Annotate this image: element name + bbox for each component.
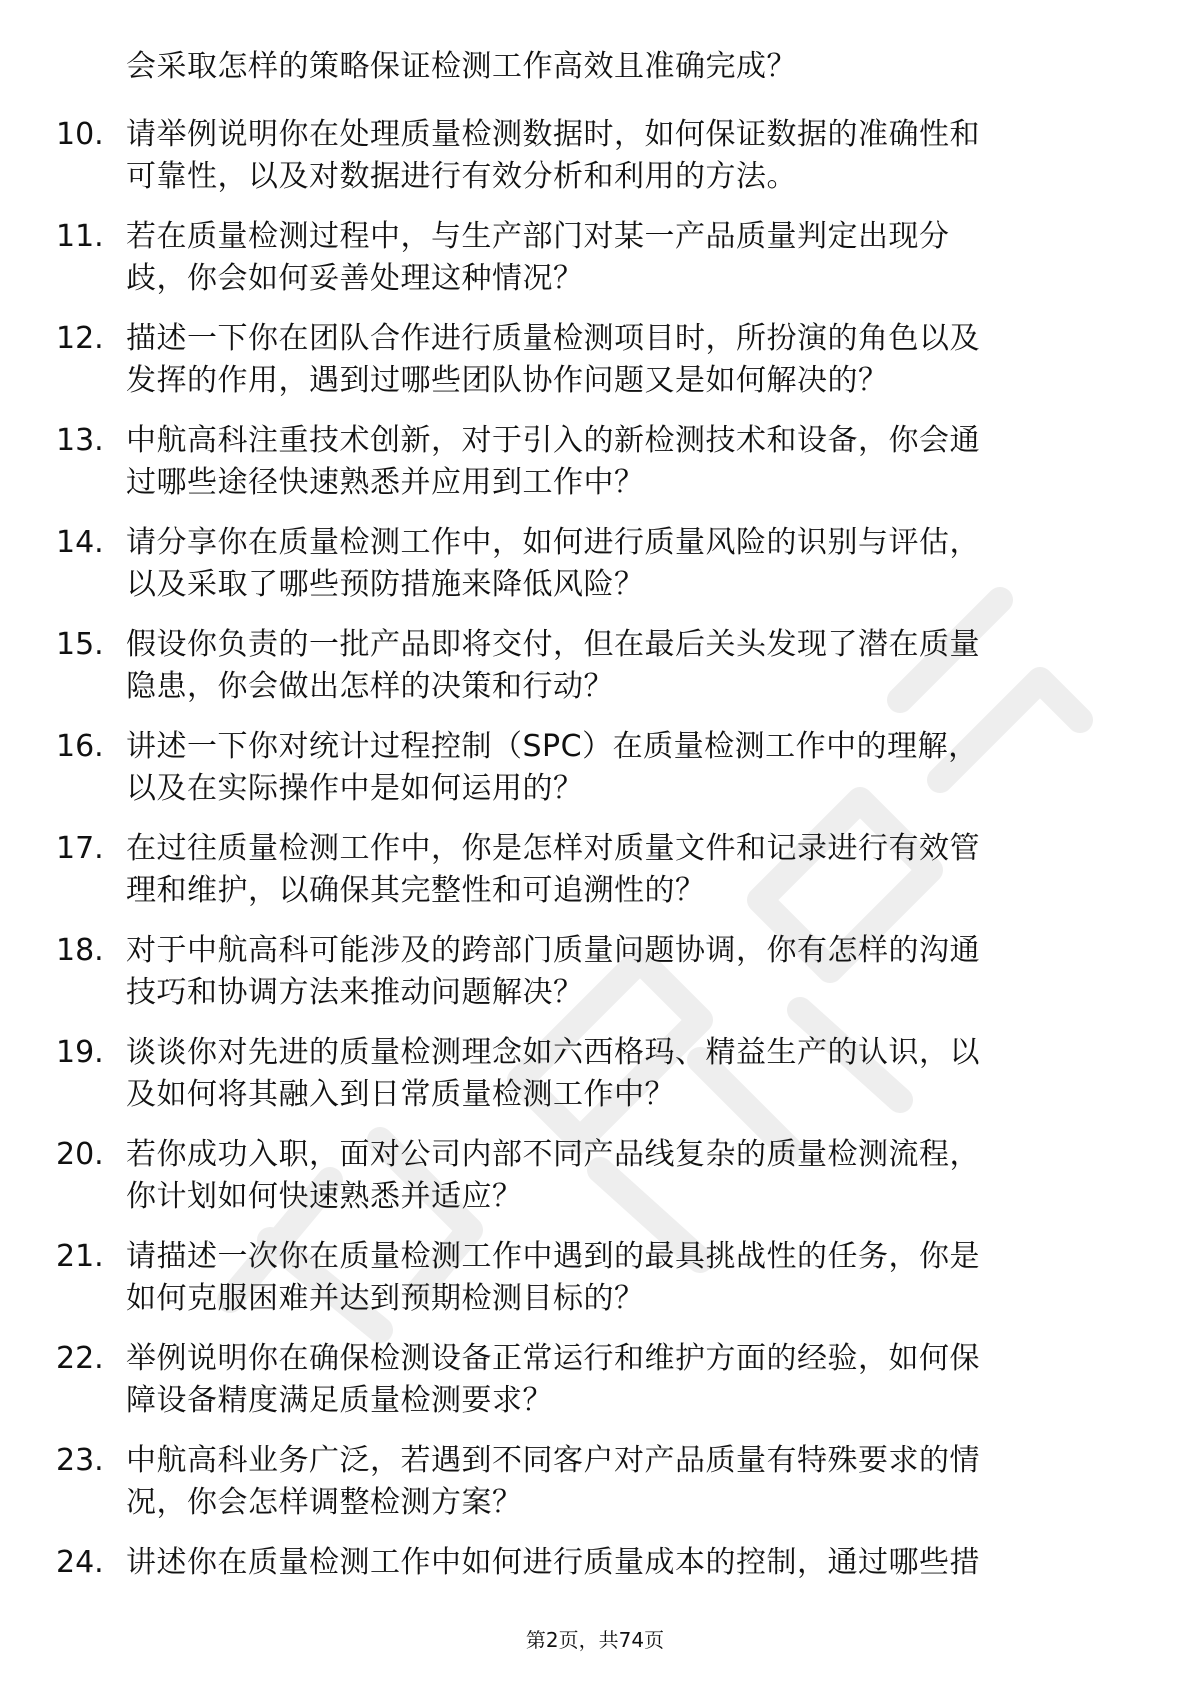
question-item bbox=[0, 318, 1190, 420]
question-text bbox=[126, 1440, 1126, 1524]
question-line: 中航高科业务广泛，若遇到不同客户对产品质量有特殊要求的情 bbox=[126, 1443, 980, 1478]
question-item bbox=[0, 1134, 1190, 1236]
question-item bbox=[0, 216, 1190, 318]
question-line: 及如何将其融入到日常质量检测工作中？ bbox=[126, 1077, 675, 1112]
question-number: 23. bbox=[56, 1443, 104, 1478]
question-line: 请描述一次你在质量检测工作中遇到的最具挑战性的任务，你是 bbox=[126, 1239, 980, 1274]
question-number: 17. bbox=[56, 831, 104, 866]
question-item bbox=[0, 522, 1190, 624]
question-text bbox=[126, 726, 1126, 810]
question-line: 请举例说明你在处理质量检测数据时，如何保证数据的准确性和 bbox=[126, 117, 980, 152]
question-item bbox=[0, 1440, 1190, 1542]
question-line: 以及采取了哪些预防措施来降低风险？ bbox=[126, 567, 645, 602]
continuation-text: 会采取怎样的策略保证检测工作高效且准确完成？ bbox=[126, 49, 797, 84]
question-text bbox=[126, 1236, 1126, 1320]
question-item bbox=[0, 114, 1190, 216]
question-line: 障设备精度满足质量检测要求？ bbox=[126, 1383, 553, 1418]
question-text bbox=[126, 1542, 1126, 1584]
question-line: 请分享你在质量检测工作中，如何进行质量风险的识别与评估， bbox=[126, 525, 980, 560]
question-line: 隐患，你会做出怎样的决策和行动？ bbox=[126, 669, 614, 704]
question-text bbox=[126, 828, 1126, 912]
question-line: 谈谈你对先进的质量检测理念如六西格玛、精益生产的认识，以 bbox=[126, 1035, 980, 1070]
question-line: 技巧和协调方法来推动问题解决？ bbox=[126, 975, 584, 1010]
question-item bbox=[0, 828, 1190, 930]
question-line: 中航高科注重技术创新，对于引入的新检测技术和设备，你会通 bbox=[126, 423, 980, 458]
question-number: 15. bbox=[56, 627, 104, 662]
question-number: 16. bbox=[56, 729, 104, 764]
question-item bbox=[0, 624, 1190, 726]
question-number: 11. bbox=[56, 219, 104, 254]
question-number: 18. bbox=[56, 933, 104, 968]
question-line: 理和维护，以确保其完整性和可追溯性的？ bbox=[126, 873, 706, 908]
question-line: 举例说明你在确保检测设备正常运行和维护方面的经验，如何保 bbox=[126, 1341, 980, 1376]
question-line: 对于中航高科可能涉及的跨部门质量问题协调，你有怎样的沟通 bbox=[126, 933, 980, 968]
question-number: 21. bbox=[56, 1239, 104, 1274]
question-item bbox=[0, 930, 1190, 1032]
question-text bbox=[126, 1134, 1126, 1218]
question-text bbox=[126, 1338, 1126, 1422]
question-line: 若你成功入职，面对公司内部不同产品线复杂的质量检测流程， bbox=[126, 1137, 980, 1172]
question-text bbox=[126, 624, 1126, 708]
question-line: 描述一下你在团队合作进行质量检测项目时，所扮演的角色以及 bbox=[126, 321, 980, 356]
question-line: 过哪些途径快速熟悉并应用到工作中？ bbox=[126, 465, 645, 500]
question-list bbox=[0, 114, 1190, 1644]
question-text bbox=[126, 318, 1126, 402]
question-item bbox=[0, 420, 1190, 522]
question-line: 如何克服困难并达到预期检测目标的？ bbox=[126, 1281, 645, 1316]
question-text bbox=[126, 522, 1126, 606]
question-line: 歧，你会如何妥善处理这种情况？ bbox=[126, 261, 584, 296]
question-number: 22. bbox=[56, 1341, 104, 1376]
question-number: 19. bbox=[56, 1035, 104, 1070]
question-line: 你计划如何快速熟悉并适应？ bbox=[126, 1179, 523, 1214]
question-line: 讲述你在质量检测工作中如何进行质量成本的控制，通过哪些措 bbox=[126, 1545, 980, 1580]
question-text bbox=[126, 420, 1126, 504]
question-number: 24. bbox=[56, 1545, 104, 1580]
question-item bbox=[0, 1338, 1190, 1440]
question-line: 在过往质量检测工作中，你是怎样对质量文件和记录进行有效管 bbox=[126, 831, 980, 866]
question-item bbox=[0, 1032, 1190, 1134]
question-line: 可靠性，以及对数据进行有效分析和利用的方法。 bbox=[126, 159, 797, 194]
question-line: 假设你负责的一批产品即将交付，但在最后关头发现了潜在质量 bbox=[126, 627, 980, 662]
question-item bbox=[0, 1236, 1190, 1338]
question-line: 况，你会怎样调整检测方案？ bbox=[126, 1485, 523, 1520]
question-line: 讲述一下你对统计过程控制（SPC）在质量检测工作中的理解， bbox=[126, 729, 979, 764]
question-line: 以及在实际操作中是如何运用的？ bbox=[126, 771, 584, 806]
question-text bbox=[126, 930, 1126, 1014]
question-number: 13. bbox=[56, 423, 104, 458]
question-item bbox=[0, 726, 1190, 828]
question-line: 发挥的作用，遇到过哪些团队协作问题又是如何解决的？ bbox=[126, 363, 889, 398]
question-number: 20. bbox=[56, 1137, 104, 1172]
question-number: 12. bbox=[56, 321, 104, 356]
question-line: 若在质量检测过程中，与生产部门对某一产品质量判定出现分 bbox=[126, 219, 950, 254]
question-text bbox=[126, 216, 1126, 300]
question-number: 14. bbox=[56, 525, 104, 560]
question-text bbox=[126, 1032, 1126, 1116]
question-number: 10. bbox=[56, 117, 104, 152]
page-footer: 第2页，共74页 bbox=[525, 1628, 665, 1652]
question-text bbox=[126, 114, 1126, 198]
